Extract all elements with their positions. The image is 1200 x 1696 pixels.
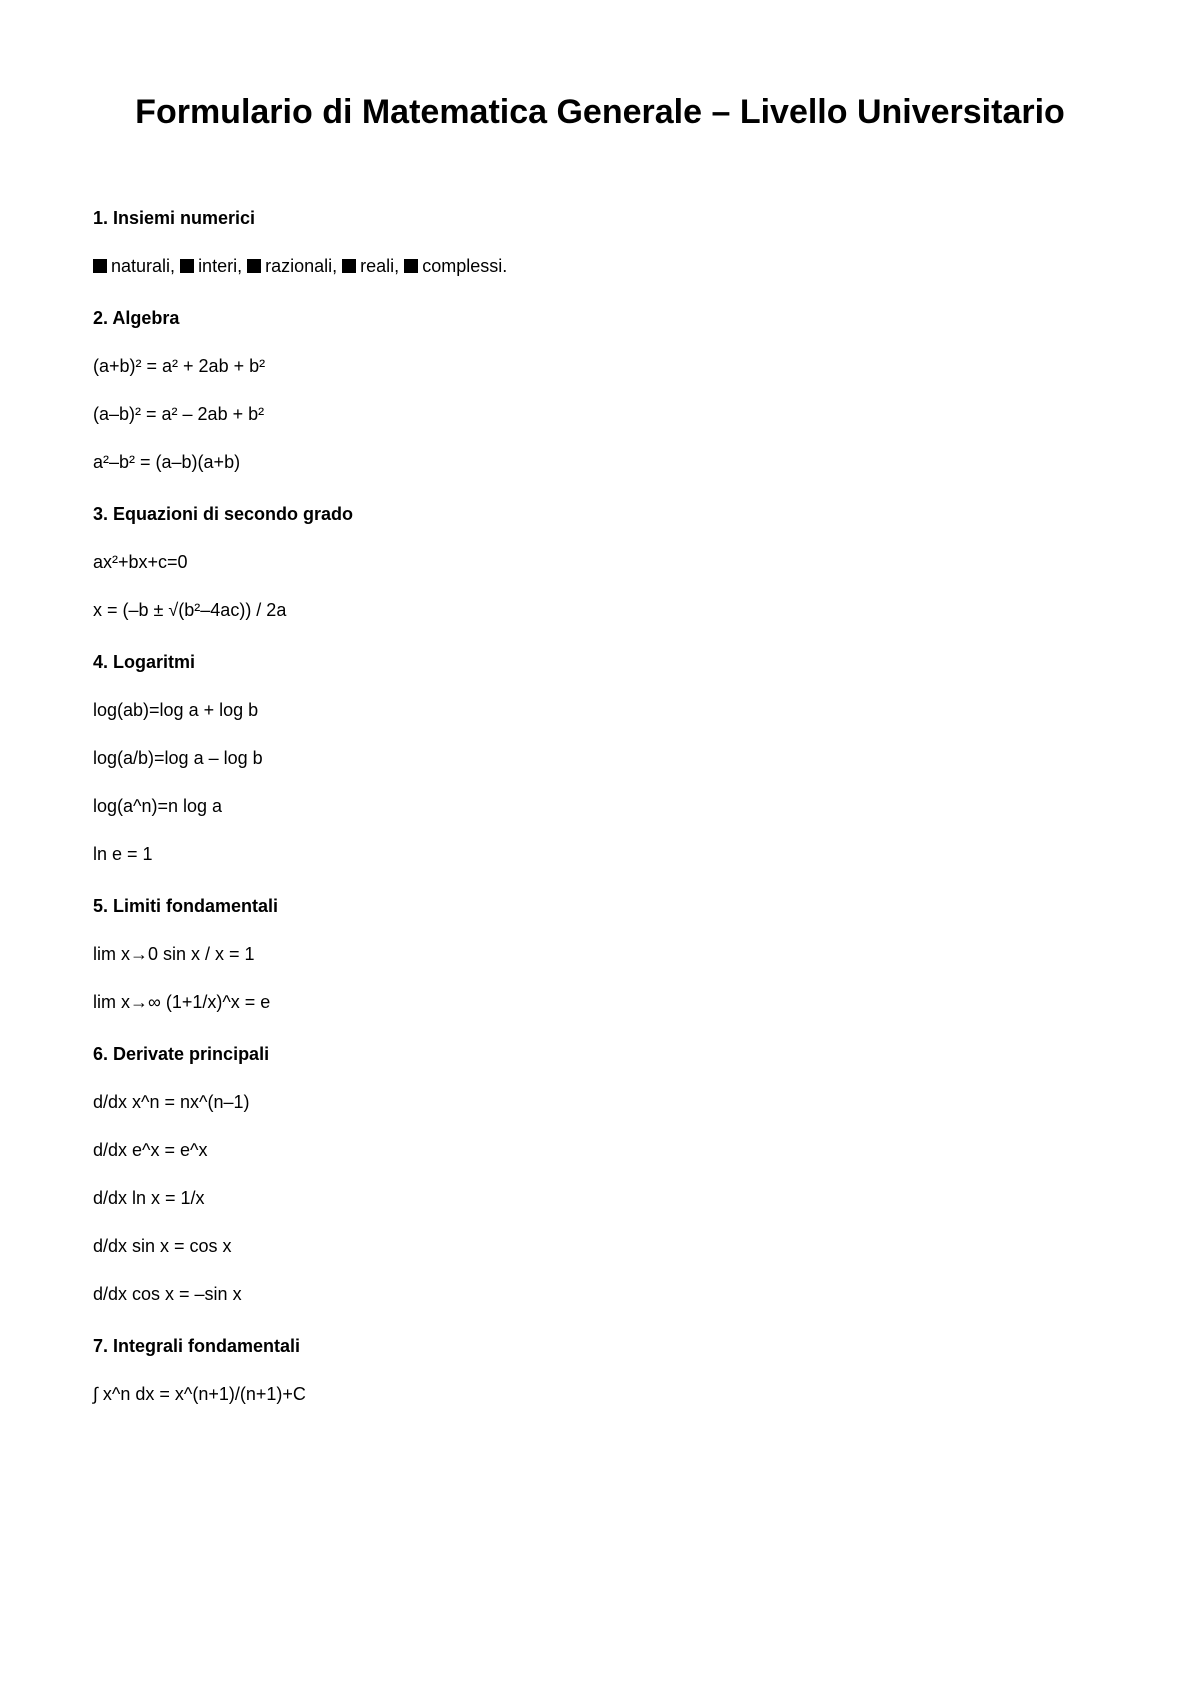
section-limiti-fondamentali (93, 894, 1113, 1014)
formula-line: log(a/b)=log a – log b (93, 748, 263, 768)
number-set-item: reali, (360, 256, 400, 276)
formula-line: (a+b)² = a² + 2ab + b² (93, 356, 266, 376)
document-title: Formulario di Matematica Generale – Livello Universitario (135, 93, 1065, 131)
section-insiemi-numerici (93, 206, 1113, 278)
section-heading: 7. Integrali fondamentali (93, 1336, 301, 1356)
black-square-icon (180, 259, 194, 273)
section-integrali-fondamentali (93, 1334, 1113, 1406)
section-logaritmi (93, 650, 1113, 866)
number-set-item: interi, (198, 256, 243, 276)
section-heading: 3. Equazioni di secondo grado (93, 504, 354, 524)
formula-line: (a–b)² = a² – 2ab + b² (93, 404, 265, 424)
section-heading: 6. Derivate principali (93, 1044, 270, 1064)
section-heading: 2. Algebra (93, 308, 180, 328)
formula-line: d/dx cos x = –sin x (93, 1284, 242, 1304)
formula-line: lim x→0 sin x / x = 1 (93, 944, 255, 964)
document-body (93, 206, 1113, 1434)
section-heading: 4. Logaritmi (93, 652, 196, 672)
formula-line: ax²+bx+c=0 (93, 552, 188, 572)
formula-line: ∫ x^n dx = x^(n+1)/(n+1)+C (93, 1384, 306, 1404)
black-square-icon (404, 259, 418, 273)
number-sets-line (93, 254, 1113, 278)
section-algebra (93, 306, 1113, 474)
section-derivate-principali (93, 1042, 1113, 1306)
section-heading: 1. Insiemi numerici (93, 208, 256, 228)
formula-line: x = (–b ± √(b²–4ac)) / 2a (93, 600, 287, 620)
formula-line: d/dx sin x = cos x (93, 1236, 232, 1256)
formula-line: lim x→∞ (1+1/x)^x = e (93, 992, 271, 1012)
formula-line: a²–b² = (a–b)(a+b) (93, 452, 241, 472)
formula-line: d/dx e^x = e^x (93, 1140, 208, 1160)
formula-line: d/dx ln x = 1/x (93, 1188, 205, 1208)
formula-line: ln e = 1 (93, 844, 153, 864)
formula-line: log(a^n)=n log a (93, 796, 223, 816)
number-set-item: complessi. (422, 256, 508, 276)
black-square-icon (93, 259, 107, 273)
formula-line: d/dx x^n = nx^(n–1) (93, 1092, 250, 1112)
black-square-icon (342, 259, 356, 273)
formula-line: log(ab)=log a + log b (93, 700, 259, 720)
section-heading: 5. Limiti fondamentali (93, 896, 279, 916)
black-square-icon (247, 259, 261, 273)
section-equazioni-secondo-grado (93, 502, 1113, 622)
number-set-item: naturali, (111, 256, 176, 276)
number-set-item: razionali, (265, 256, 338, 276)
